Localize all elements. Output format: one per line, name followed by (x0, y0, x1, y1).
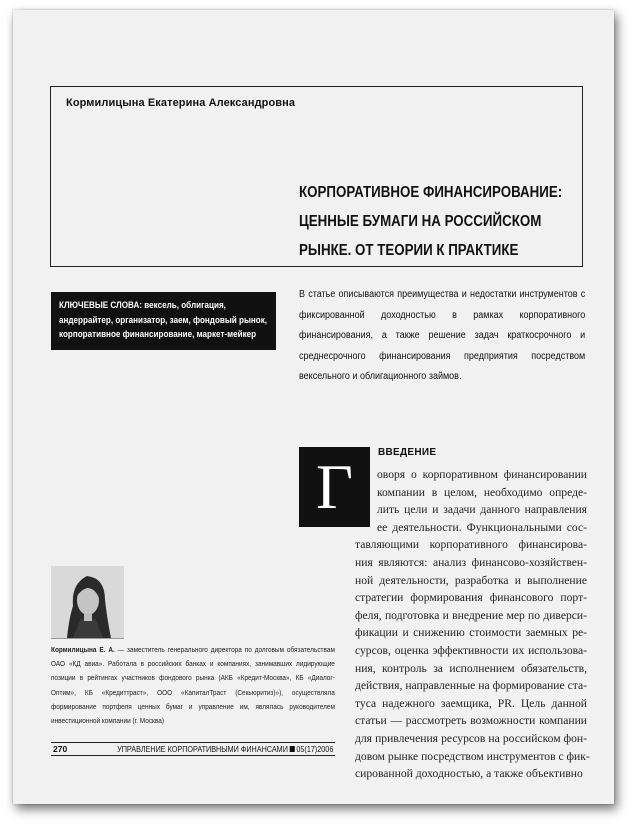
article-title (299, 178, 563, 265)
bio-text: — заместитель генерального директора по долговым обязательствам ОАО «КД авиа». Работала в российских банках и компаниях, занимавших лидирующие позиции в рейтингах участников фондового рынка (АКБ «Кредит-Москва», КБ «Диалог-Оптим», КБ «Кредиттраст», ООО «КапиталТраст (Секьюритиз)»), осуществляла формирование портфеля ценных бумаг и управление им, являлась руководителем инвестиционной компании (г. Москва) (51, 645, 335, 726)
drop-cap: Г (299, 447, 370, 527)
body-line: фикации и снижению стоимости заемных ре- (355, 626, 587, 640)
body-line: довом рынке посредством инструментов с фик- (355, 749, 590, 763)
keywords-box (51, 292, 276, 350)
journal-name: УПРАВЛЕНИЕ КОРПОРАТИВНЫМИ ФИНАНСАМИ (116, 744, 288, 754)
author-photo (51, 566, 124, 639)
title-line: РЫНКЕ. ОТ ТЕОРИИ К ПРАКТИКЕ (299, 242, 519, 259)
keywords-text: КЛЮЧЕВЫЕ СЛОВА: вексель, облигация, андеррайтер, организатор, заем, фондовый рынок, корпоративное финансирование, маркет-мейкер (59, 300, 268, 339)
body-text (355, 466, 590, 783)
author-bio (51, 643, 335, 728)
title-line: КОРПОРАТИВНОЕ ФИНАНСИРОВАНИЕ: (299, 184, 563, 201)
body-line: оворя о корпоративном финансировании (377, 468, 587, 481)
body-line: феля, подготовка и внедрение мер по диверси- (355, 608, 587, 622)
body-line: лить цели и задачи данного направления (377, 503, 587, 517)
body-line: для привлечения ресурсов на российском фон- (355, 731, 587, 745)
body-line: тавляющими корпоративного финансирова- (355, 538, 587, 552)
body-line: ее деятельности. Функциональными сос- (377, 520, 587, 534)
journal-info (117, 744, 333, 754)
body-line: компании в целом, необходимо опреде- (377, 485, 587, 499)
author-name: Кормилицына Екатерина Александровна (66, 97, 296, 109)
body-line: ной деятельности, разработка и выполнение (355, 573, 587, 587)
body-line: сурсов, оценка эффективности их использова- (355, 643, 587, 657)
body-line: ния являются: анализ финансово-хозяйствен- (355, 555, 587, 569)
body-line: статьи — рассмотреть возможности компании (355, 714, 587, 728)
body-line: туса надежного заемщика, PR. Цель данной (355, 696, 587, 710)
journal-issue: 05(17)2006 (296, 744, 333, 754)
abstract (299, 285, 585, 388)
body-line: действия, направленные на формирование ста- (355, 679, 587, 693)
body-line: стратегии формирования финансового порт- (355, 591, 587, 605)
body-line: сированной доходностью, а также объективно (355, 767, 583, 781)
title-line: ЦЕННЫЕ БУМАГИ НА РОССИЙСКОМ (299, 213, 542, 230)
abstract-text: В статье описываются преимущества и недостатки инструментов с фиксированной доходностью в рамках корпоративного финансирования, а также решение задач краткосрочного и среднесрочного финансирования предприятия посредством вексельного и облигационного займов. (299, 289, 586, 382)
page-number: 270 (53, 744, 68, 754)
bio-name: Кормилицына Е. А. (51, 645, 115, 654)
section-heading: ВВЕДЕНИЕ (378, 447, 437, 458)
portrait-image (51, 566, 124, 638)
square-icon (289, 746, 294, 752)
page-footer (51, 742, 335, 756)
body-line: ния, контроль за исполнением обязательств, (355, 661, 587, 675)
